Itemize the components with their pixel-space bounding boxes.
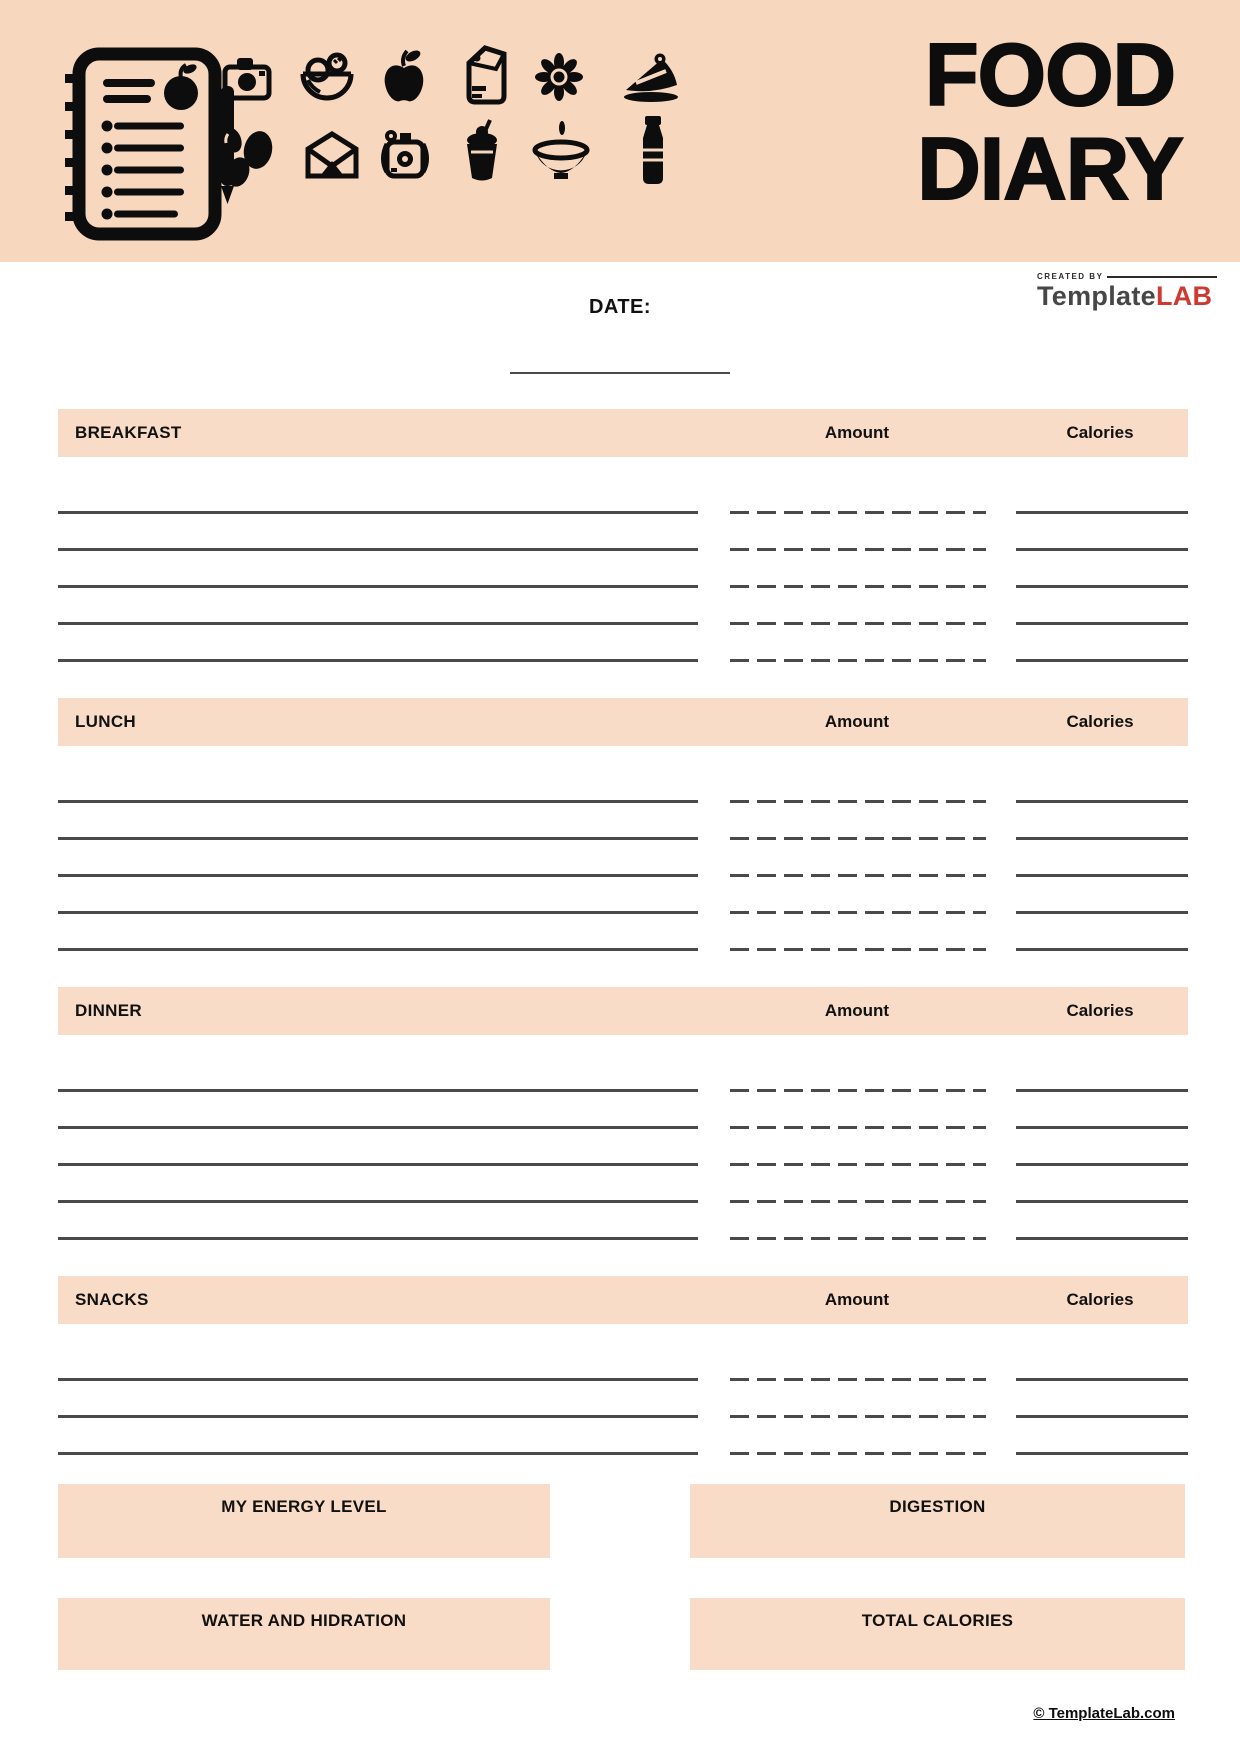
total-calories-label: TOTAL CALORIES — [861, 1611, 1014, 1630]
amount-entry-line[interactable] — [730, 1163, 986, 1166]
digestion-label: DIGESTION — [889, 1497, 986, 1516]
templatelab-credit-link[interactable]: © TemplateLab.com — [1033, 1705, 1175, 1722]
amount-entry-line[interactable] — [730, 548, 986, 551]
amount-entry-line[interactable] — [730, 874, 986, 877]
food-entry-line[interactable] — [58, 1452, 698, 1455]
amount-entry-line[interactable] — [730, 511, 986, 514]
amount-column-header: Amount — [824, 1290, 890, 1309]
calories-entry-line[interactable] — [1016, 511, 1188, 514]
calories-entry-line[interactable] — [1016, 659, 1188, 662]
calories-column-header: Calories — [1066, 1001, 1134, 1020]
calories-entry-line[interactable] — [1016, 800, 1188, 803]
food-entry-line[interactable] — [58, 585, 698, 588]
page-title-line1: FOOD — [924, 25, 1176, 124]
calories-entry-line[interactable] — [1016, 585, 1188, 588]
section-label: BREAKFAST — [75, 423, 182, 442]
food-entry-line[interactable] — [58, 1200, 698, 1203]
energy-level-label: MY ENERGY LEVEL — [221, 1497, 387, 1516]
amount-entry-line[interactable] — [730, 1126, 986, 1129]
food-entry-line[interactable] — [58, 1415, 698, 1418]
sunflower-icon — [534, 52, 584, 102]
section-label: DINNER — [75, 1001, 142, 1020]
food-entry-line[interactable] — [58, 511, 698, 514]
amount-entry-line[interactable] — [730, 1237, 986, 1240]
digestion-box[interactable] — [690, 1484, 1185, 1558]
logo-brand-accent: LAB — [1155, 281, 1213, 311]
header-band — [0, 0, 1240, 262]
amount-entry-line[interactable] — [730, 1089, 986, 1092]
food-entry-line[interactable] — [58, 911, 698, 914]
snacks-section-header — [58, 1276, 1188, 1324]
amount-entry-line[interactable] — [730, 948, 986, 951]
amount-entry-line[interactable] — [730, 1452, 986, 1455]
water-hydration-box[interactable] — [58, 1598, 550, 1670]
camera-icon — [222, 56, 272, 102]
food-entry-line[interactable] — [58, 874, 698, 877]
calories-entry-line[interactable] — [1016, 874, 1188, 877]
amount-column-header: Amount — [824, 423, 890, 442]
calories-entry-line[interactable] — [1016, 948, 1188, 951]
total-calories-box[interactable] — [690, 1598, 1185, 1670]
amount-entry-line[interactable] — [730, 911, 986, 914]
calories-entry-line[interactable] — [1016, 1378, 1188, 1381]
date-label: DATE: — [588, 296, 652, 318]
calories-entry-line[interactable] — [1016, 622, 1188, 625]
food-entry-line[interactable] — [58, 800, 698, 803]
smoothie-icon — [458, 118, 506, 184]
amount-entry-line[interactable] — [730, 1415, 986, 1418]
food-entry-line[interactable] — [58, 1163, 698, 1166]
calories-column-header: Calories — [1066, 1290, 1134, 1309]
food-entry-line[interactable] — [58, 659, 698, 662]
energy-level-box[interactable] — [58, 1484, 550, 1558]
logo-created-by: CREATED BY — [1037, 272, 1217, 281]
amount-entry-line[interactable] — [730, 1378, 986, 1381]
calories-entry-line[interactable] — [1016, 548, 1188, 551]
calories-entry-line[interactable] — [1016, 1126, 1188, 1129]
calories-entry-line[interactable] — [1016, 837, 1188, 840]
calories-entry-line[interactable] — [1016, 1415, 1188, 1418]
water-hydration-label: WATER AND HIDRATION — [201, 1611, 407, 1630]
food-entry-line[interactable] — [58, 622, 698, 625]
calories-column-header: Calories — [1066, 712, 1134, 731]
amount-entry-line[interactable] — [730, 837, 986, 840]
food-entry-line[interactable] — [58, 1126, 698, 1129]
calories-entry-line[interactable] — [1016, 911, 1188, 914]
section-label: SNACKS — [75, 1290, 149, 1309]
food-entry-line[interactable] — [58, 837, 698, 840]
page-title — [870, 25, 1230, 218]
cereal-bowl-icon — [532, 120, 590, 182]
amount-entry-line[interactable] — [730, 622, 986, 625]
calories-entry-line[interactable] — [1016, 1200, 1188, 1203]
food-entry-line[interactable] — [58, 1378, 698, 1381]
food-entry-line[interactable] — [58, 548, 698, 551]
sandwich-wrap-icon — [303, 130, 361, 180]
date-input-line[interactable] — [510, 372, 730, 374]
amount-column-header: Amount — [824, 712, 890, 731]
eggs-icon — [218, 124, 276, 190]
food-entry-line[interactable] — [58, 948, 698, 951]
dinner-section-header — [58, 987, 1188, 1035]
page-title-line2: DIARY — [917, 119, 1183, 218]
amount-entry-line[interactable] — [730, 659, 986, 662]
amount-entry-line[interactable] — [730, 585, 986, 588]
apple-icon — [383, 48, 425, 104]
notebook-icon — [63, 46, 238, 242]
lunch-section-header — [58, 698, 1188, 746]
cake-slice-icon — [622, 52, 680, 104]
food-entry-line[interactable] — [58, 1089, 698, 1092]
logo-brand-primary: Template — [1037, 281, 1156, 311]
amount-entry-line[interactable] — [730, 1200, 986, 1203]
section-label: LUNCH — [75, 712, 136, 731]
calories-entry-line[interactable] — [1016, 1163, 1188, 1166]
amount-column-header: Amount — [824, 1001, 890, 1020]
milk-carton-icon — [460, 44, 508, 106]
milk-bottle-icon — [636, 116, 670, 186]
food-entry-line[interactable] — [58, 1237, 698, 1240]
calories-entry-line[interactable] — [1016, 1089, 1188, 1092]
calories-entry-line[interactable] — [1016, 1452, 1188, 1455]
calories-entry-line[interactable] — [1016, 1237, 1188, 1240]
breakfast-section-header — [58, 409, 1188, 457]
amount-entry-line[interactable] — [730, 800, 986, 803]
salad-bowl-icon — [300, 50, 354, 104]
instant-camera-icon — [378, 128, 432, 182]
calories-column-header: Calories — [1066, 423, 1134, 442]
